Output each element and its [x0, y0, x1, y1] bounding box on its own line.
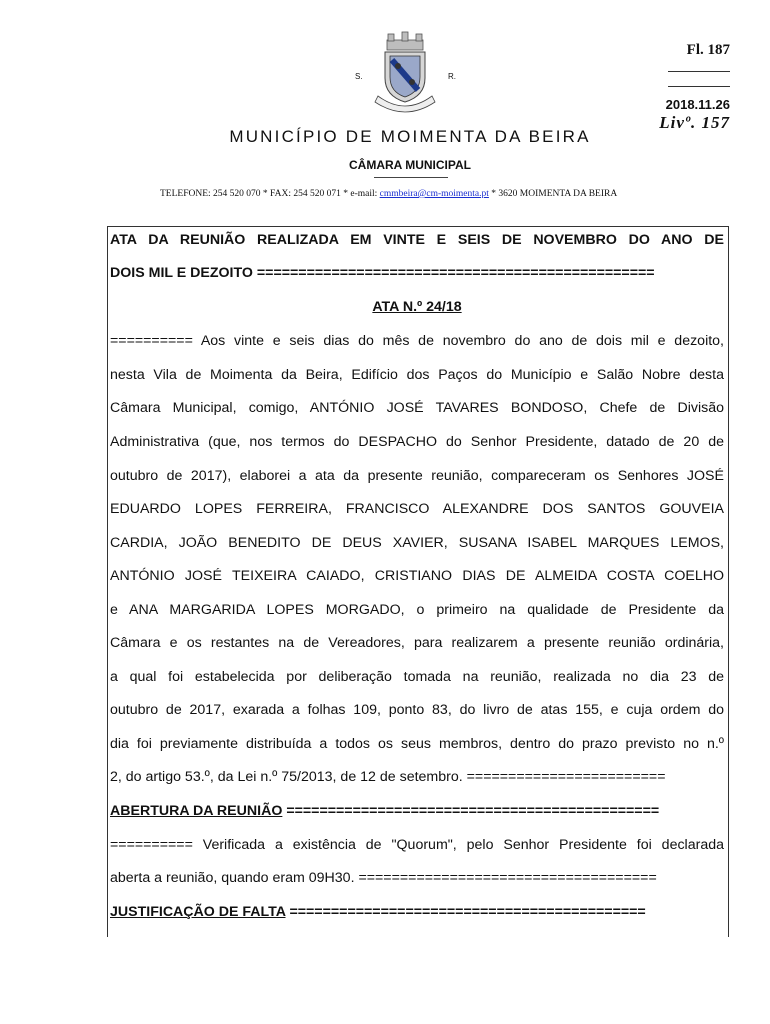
body-line: ANTÓNIO JOSÉ TEIXEIRA CAIADO, CRISTIANO DIAS DE ALMEIDA COSTA COELHO	[110, 568, 724, 584]
section-justificacao-title: JUSTIFICAÇÃO DE FALTA	[110, 904, 286, 920]
folio-rule	[668, 86, 730, 87]
folio-block	[640, 42, 730, 133]
body-line: e ANA MARGARIDA LOPES MORGADO, o primeiro na qualidade de Presidente da	[110, 602, 724, 618]
crest-left-letter: S.	[355, 72, 363, 81]
contact-prefix: TELEFONE: 254 520 070 * FAX: 254 520 071 * e-mail:	[160, 189, 378, 199]
section-justificacao	[110, 903, 724, 921]
body-line: Câmara Municipal, comigo, ANTÓNIO JOSÉ TAVARES BONDOSO, Chefe de Divisão	[110, 400, 724, 416]
section-abertura	[110, 802, 724, 820]
folio-date: 2018.11.26	[665, 97, 730, 112]
body-line: ========== Verificada a existência de "Quorum", pelo Senhor Presidente foi declarada	[110, 837, 724, 853]
folio-livro: Livº. 157	[659, 113, 730, 132]
body-line: outubro de 2017, exarada a folhas 109, ponto 83, do livro de atas 155, e cuja ordem do	[110, 702, 724, 718]
body-line: a qual foi estabelecida por deliberação tomada na reunião, realizada no dia 23 de	[110, 669, 724, 685]
minutes-title-line-2: DOIS MIL E DEZOITO ================================================	[110, 265, 655, 281]
body-line: nesta Vila de Moimenta da Beira, Edifício dos Paços do Município e Salão Nobre desta	[110, 367, 724, 383]
body-line: EDUARDO LOPES FERREIRA, FRANCISCO ALEXANDRE DOS SANTOS GOUVEIA	[110, 501, 724, 517]
council-title: CÂMARA MUNICIPAL	[349, 158, 471, 172]
section-abertura-title: ABERTURA DA REUNIÃO	[110, 803, 283, 819]
ata-number-text: ATA N.º 24/18	[372, 299, 462, 315]
body-line: dia foi previamente distribuída a todos os seus membros, dentro do prazo previsto no n.º	[110, 736, 724, 752]
minutes-title-line-1: ATA DA REUNIÃO REALIZADA EM VINTE E SEIS DE NOVEMBRO DO ANO DE	[110, 232, 724, 248]
body-line: ========== Aos vinte e seis dias do mês de novembro do ano de dois mil e dezoito,	[110, 333, 724, 349]
contact-line	[160, 189, 720, 199]
council-underline	[374, 177, 448, 178]
folio-rule	[668, 71, 730, 72]
section-justificacao-rule: ===========================================	[289, 904, 646, 920]
body-line: Administrativa (que, nos termos do DESPACHO do Senhor Presidente, datado de 20 de	[110, 434, 724, 450]
ata-number	[110, 298, 724, 316]
municipality-title: MUNICÍPIO DE MOIMENTA DA BEIRA	[229, 127, 591, 146]
crest-right-letter: R.	[448, 72, 456, 81]
body-line: CARDIA, JOÃO BENEDITO DE DEUS XAVIER, SUSANA ISABEL MARQUES LEMOS,	[110, 535, 724, 551]
folio-number: Fl. 187	[686, 42, 730, 58]
body-line: aberta a reunião, quando eram 09H30. ====================================	[110, 870, 657, 886]
contact-suffix: * 3620 MOIMENTA DA BEIRA	[491, 189, 618, 199]
body-line: 2, do artigo 53.º, da Lei n.º 75/2013, de 12 de setembro. ========================	[110, 769, 666, 785]
body-line: Câmara e os restantes na de Vereadores, para realizarem a presente reunião ordinária,	[110, 635, 724, 651]
email-link[interactable]: cmmbeira@cm-moimenta.pt	[379, 189, 489, 199]
municipal-crest	[340, 30, 470, 116]
section-abertura-rule: =============================================	[286, 803, 660, 819]
body-line: outubro de 2017), elaborei a ata da presente reunião, compareceram os Senhores JOSÉ	[110, 468, 724, 484]
